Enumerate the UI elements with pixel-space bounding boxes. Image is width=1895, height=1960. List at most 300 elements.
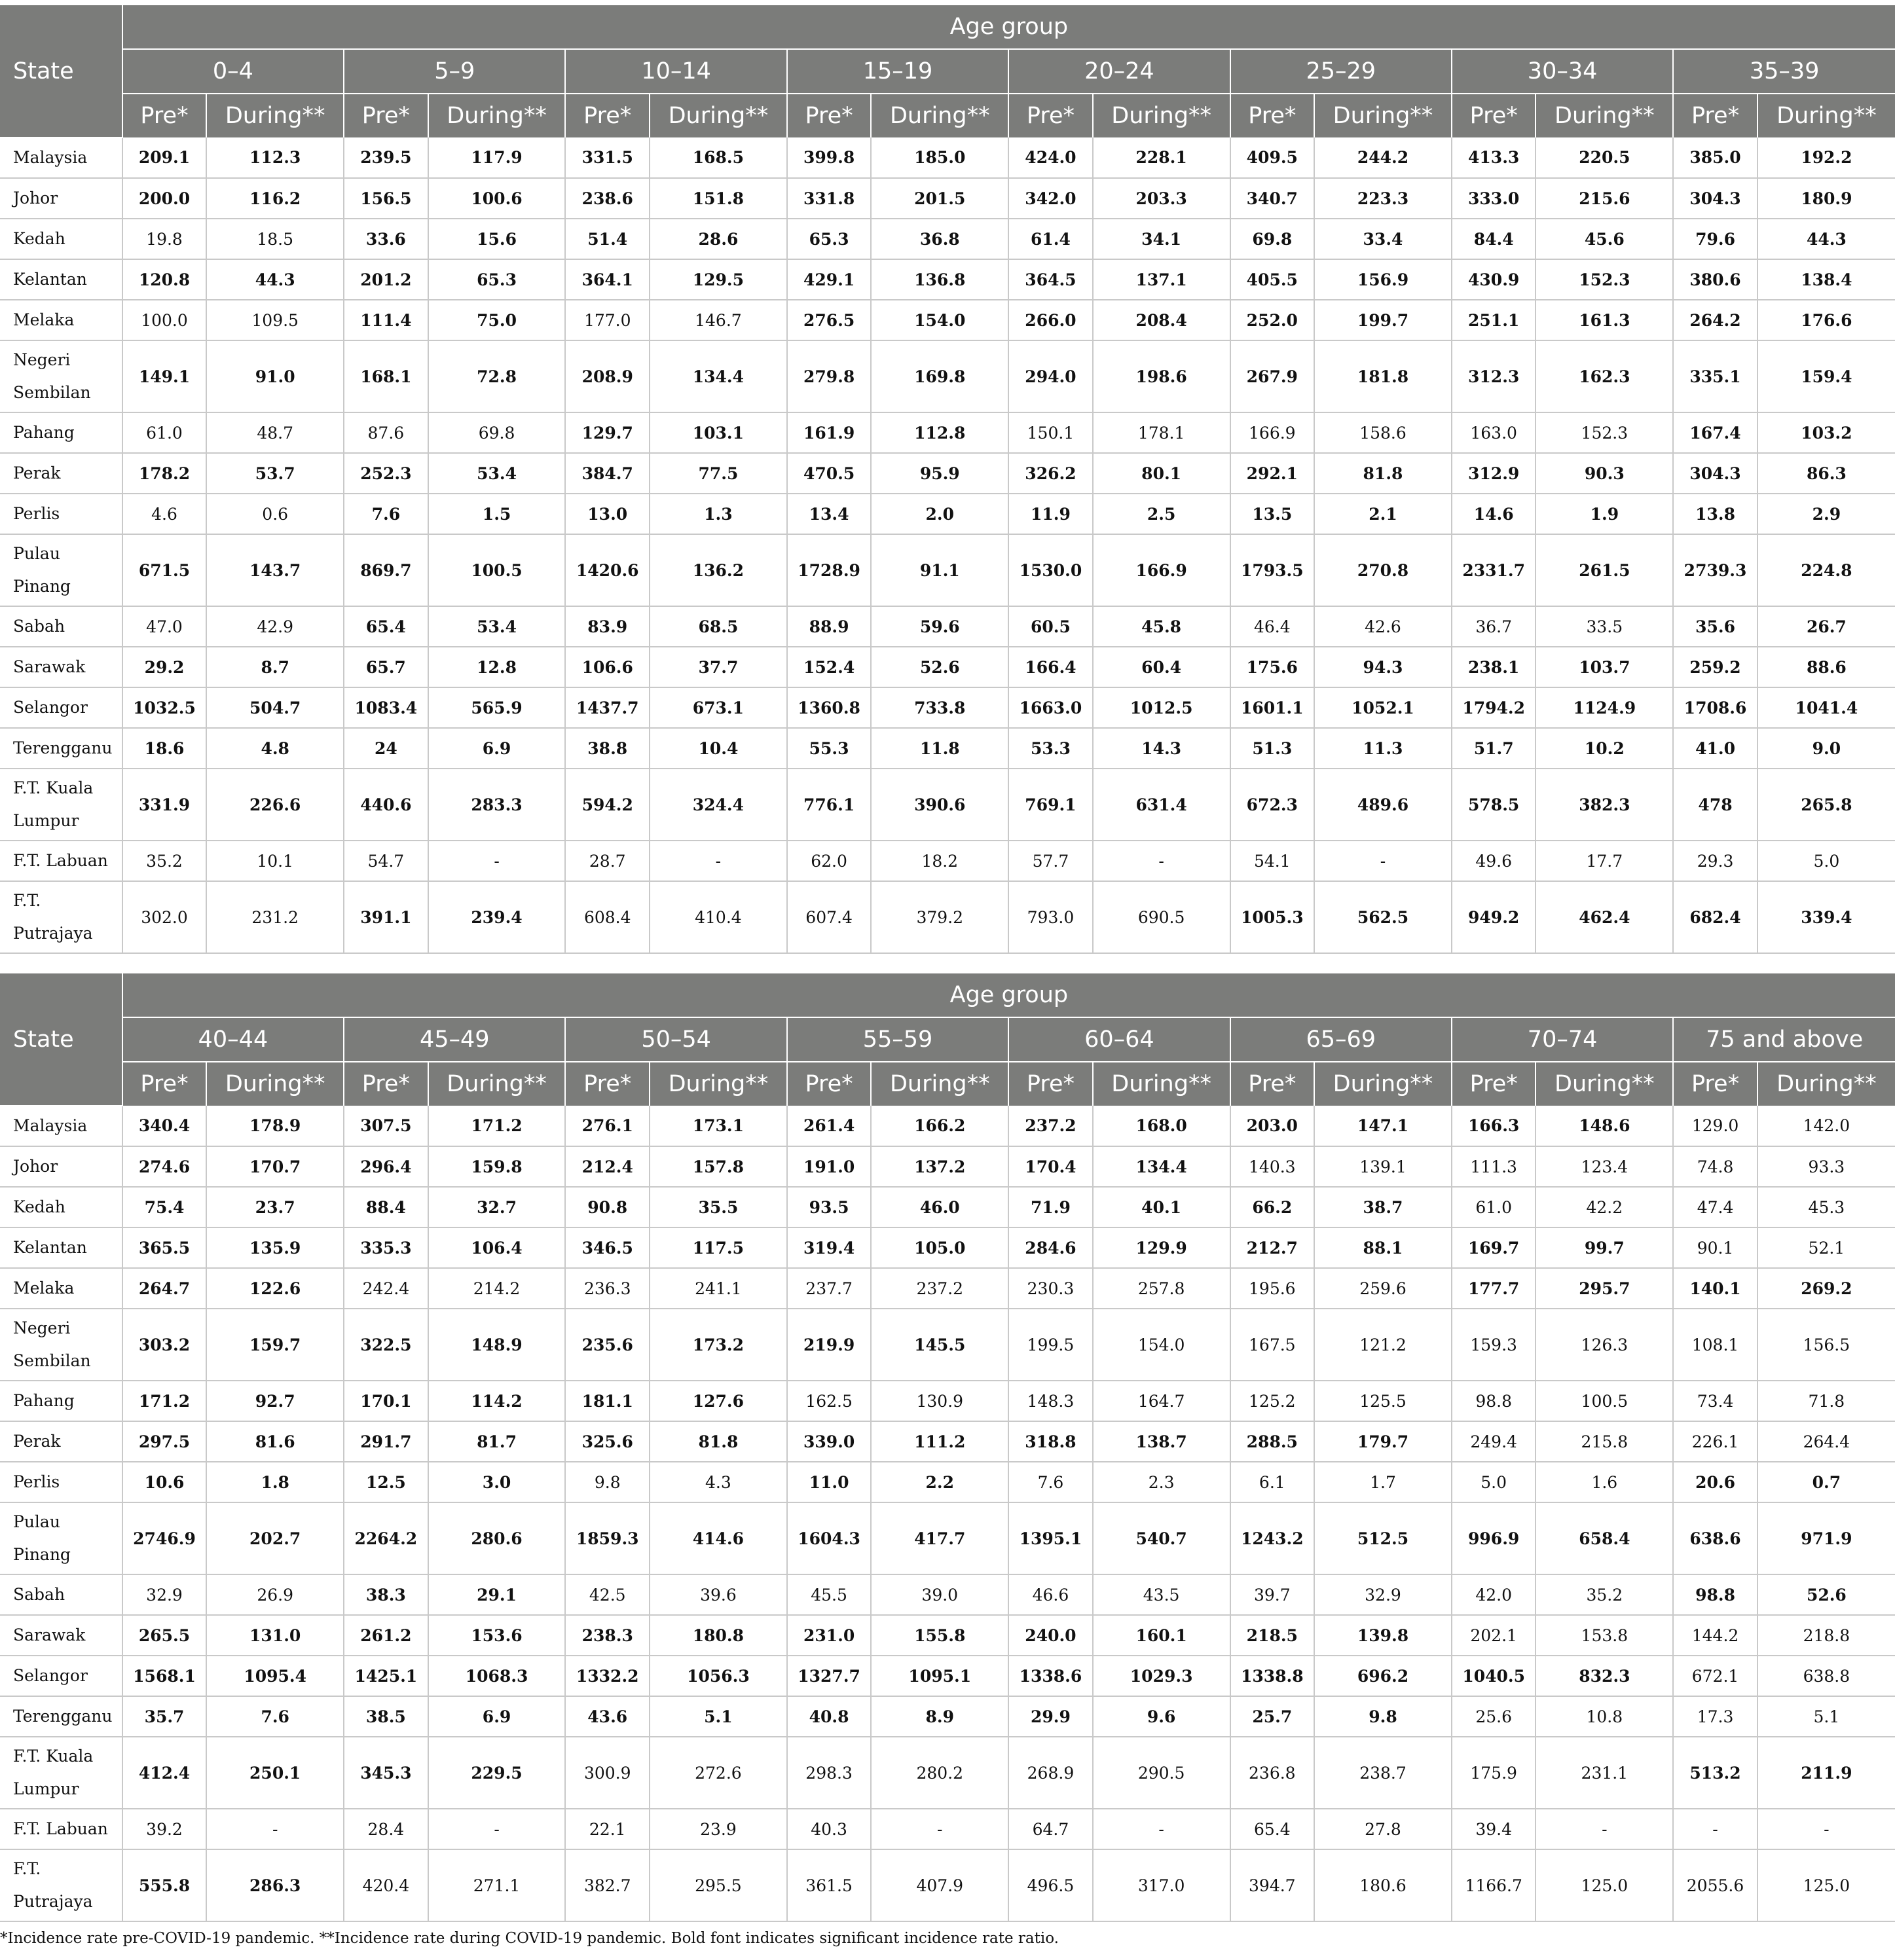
state-name: Kelantan: [0, 1227, 122, 1268]
during-rate-cell: 562.5: [1314, 881, 1452, 953]
state-name: Sabah: [0, 1574, 122, 1615]
pre-rate-cell: 170.1: [344, 1381, 428, 1421]
during-column-header: During**: [650, 94, 787, 137]
during-rate-cell: 53.4: [428, 606, 566, 647]
during-rate-cell: 5.1: [1757, 1696, 1895, 1737]
during-rate-cell: 26.9: [206, 1574, 344, 1615]
pre-rate-cell: 125.2: [1230, 1381, 1315, 1421]
during-rate-cell: 121.2: [1314, 1309, 1452, 1381]
pre-rate-cell: 38.8: [565, 728, 650, 769]
pre-rate-cell: 382.7: [565, 1849, 650, 1921]
pre-rate-cell: 22.1: [565, 1809, 650, 1849]
pre-rate-cell: 478: [1673, 769, 1757, 841]
during-rate-cell: 122.6: [206, 1268, 344, 1309]
during-rate-cell: 180.6: [1314, 1849, 1452, 1921]
pre-rate-cell: 252.3: [344, 453, 428, 494]
pre-rate-cell: 1794.2: [1452, 687, 1536, 728]
pre-column-header: Pre*: [1230, 94, 1315, 137]
during-column-header: During**: [871, 94, 1008, 137]
table-row: [0, 728, 1895, 769]
pre-rate-cell: 578.5: [1452, 769, 1536, 841]
during-rate-cell: 88.1: [1314, 1227, 1452, 1268]
during-rate-cell: 540.7: [1093, 1502, 1230, 1574]
during-rate-cell: 226.6: [206, 769, 344, 841]
during-rate-cell: 10.1: [206, 841, 344, 881]
during-rate-cell: 29.1: [428, 1574, 566, 1615]
during-rate-cell: 1.5: [428, 494, 566, 534]
pre-rate-cell: 1338.8: [1230, 1656, 1315, 1696]
table-row: [0, 606, 1895, 647]
during-rate-cell: 1012.5: [1093, 687, 1230, 728]
during-rate-cell: 127.6: [650, 1381, 787, 1421]
pre-column-header: Pre*: [565, 1062, 650, 1106]
during-rate-cell: 4.8: [206, 728, 344, 769]
during-rate-cell: 129.5: [650, 259, 787, 300]
during-rate-cell: -: [1093, 1809, 1230, 1849]
during-rate-cell: 690.5: [1093, 881, 1230, 953]
pre-rate-cell: 7.6: [1008, 1462, 1093, 1502]
state-name: Perlis: [0, 494, 122, 534]
during-rate-cell: 81.8: [650, 1421, 787, 1462]
during-column-header: During**: [1536, 1062, 1673, 1106]
pre-rate-cell: 769.1: [1008, 769, 1093, 841]
pre-rate-cell: 298.3: [787, 1737, 872, 1809]
pre-rate-cell: 47.4: [1673, 1187, 1757, 1227]
pre-rate-cell: 41.0: [1673, 728, 1757, 769]
during-rate-cell: 220.5: [1536, 137, 1673, 178]
pre-rate-cell: 513.2: [1673, 1737, 1757, 1809]
state-column-header: State: [0, 5, 122, 137]
pre-rate-cell: 1568.1: [122, 1656, 207, 1696]
state-name: Johor: [0, 1146, 122, 1187]
pre-column-header: Pre*: [122, 1062, 207, 1106]
pre-rate-cell: 171.2: [122, 1381, 207, 1421]
pre-rate-cell: 46.4: [1230, 606, 1315, 647]
pre-rate-cell: 129.0: [1673, 1106, 1757, 1146]
pre-rate-cell: 79.6: [1673, 219, 1757, 259]
during-rate-cell: 146.7: [650, 300, 787, 340]
during-rate-cell: 192.2: [1757, 137, 1895, 178]
pre-rate-cell: 170.4: [1008, 1146, 1093, 1187]
during-rate-cell: 382.3: [1536, 769, 1673, 841]
table-row: [0, 841, 1895, 881]
during-rate-cell: 154.0: [871, 300, 1008, 340]
state-name: Kedah: [0, 219, 122, 259]
pre-rate-cell: 307.5: [344, 1106, 428, 1146]
during-rate-cell: 696.2: [1314, 1656, 1452, 1696]
pre-rate-cell: 32.9: [122, 1574, 207, 1615]
pre-rate-cell: 238.1: [1452, 647, 1536, 687]
during-rate-cell: 10.8: [1536, 1696, 1673, 1737]
pre-rate-cell: 199.5: [1008, 1309, 1093, 1381]
state-name: Negeri Sembilan: [0, 1309, 122, 1381]
pre-rate-cell: 219.9: [787, 1309, 872, 1381]
during-rate-cell: 295.5: [650, 1849, 787, 1921]
during-rate-cell: 123.4: [1536, 1146, 1673, 1187]
during-rate-cell: 238.7: [1314, 1737, 1452, 1809]
during-rate-cell: 95.9: [871, 453, 1008, 494]
during-rate-cell: 81.8: [1314, 453, 1452, 494]
during-rate-cell: 45.8: [1093, 606, 1230, 647]
pre-rate-cell: 384.7: [565, 453, 650, 494]
during-rate-cell: 489.6: [1314, 769, 1452, 841]
during-rate-cell: 151.8: [650, 178, 787, 219]
pre-rate-cell: 39.2: [122, 1809, 207, 1849]
pre-rate-cell: 29.9: [1008, 1696, 1093, 1737]
during-rate-cell: 91.1: [871, 534, 1008, 606]
pre-column-header: Pre*: [1452, 94, 1536, 137]
age-group-label: 65–69: [1230, 1017, 1452, 1062]
pre-rate-cell: 175.6: [1230, 647, 1315, 687]
pre-rate-cell: 11.9: [1008, 494, 1093, 534]
during-rate-cell: 241.1: [650, 1268, 787, 1309]
during-rate-cell: 1.6: [1536, 1462, 1673, 1502]
during-rate-cell: 32.9: [1314, 1574, 1452, 1615]
during-rate-cell: 1052.1: [1314, 687, 1452, 728]
pre-rate-cell: 5.0: [1452, 1462, 1536, 1502]
table-row: [0, 1737, 1895, 1809]
during-rate-cell: 28.6: [650, 219, 787, 259]
state-name: Perlis: [0, 1462, 122, 1502]
age-group-label: 50–54: [565, 1017, 786, 1062]
pre-rate-cell: 238.6: [565, 178, 650, 219]
pre-rate-cell: 470.5: [787, 453, 872, 494]
during-rate-cell: 971.9: [1757, 1502, 1895, 1574]
during-rate-cell: 139.1: [1314, 1146, 1452, 1187]
during-rate-cell: 173.2: [650, 1309, 787, 1381]
during-rate-cell: 48.7: [206, 412, 344, 453]
during-rate-cell: 239.4: [428, 881, 566, 953]
table-row: [0, 1421, 1895, 1462]
pre-rate-cell: 268.9: [1008, 1737, 1093, 1809]
during-rate-cell: 12.8: [428, 647, 566, 687]
age-group-label: 40–44: [122, 1017, 344, 1062]
during-rate-cell: -: [650, 841, 787, 881]
pre-rate-cell: 45.5: [787, 1574, 872, 1615]
pre-rate-cell: 996.9: [1452, 1502, 1536, 1574]
pre-rate-cell: 2055.6: [1673, 1849, 1757, 1921]
state-name: Melaka: [0, 1268, 122, 1309]
pre-rate-cell: 342.0: [1008, 178, 1093, 219]
during-rate-cell: 1095.1: [871, 1656, 1008, 1696]
pre-rate-cell: 64.7: [1008, 1809, 1093, 1849]
pre-rate-cell: 200.0: [122, 178, 207, 219]
pre-rate-cell: 73.4: [1673, 1381, 1757, 1421]
during-rate-cell: 224.8: [1757, 534, 1895, 606]
state-name: F.T. Labuan: [0, 841, 122, 881]
pre-rate-cell: 226.1: [1673, 1421, 1757, 1462]
pre-rate-cell: 1327.7: [787, 1656, 872, 1696]
pre-rate-cell: 13.8: [1673, 494, 1757, 534]
during-rate-cell: 99.7: [1536, 1227, 1673, 1268]
during-rate-cell: 153.8: [1536, 1615, 1673, 1656]
during-column-header: During**: [1093, 1062, 1230, 1106]
pre-rate-cell: 1530.0: [1008, 534, 1093, 606]
pre-rate-cell: 65.4: [1230, 1809, 1315, 1849]
pre-rate-cell: -: [1673, 1809, 1757, 1849]
pre-rate-cell: 276.1: [565, 1106, 650, 1146]
during-rate-cell: 105.0: [871, 1227, 1008, 1268]
pre-rate-cell: 98.8: [1673, 1574, 1757, 1615]
pre-rate-cell: 236.3: [565, 1268, 650, 1309]
pre-rate-cell: 671.5: [122, 534, 207, 606]
pre-rate-cell: 40.3: [787, 1809, 872, 1849]
pre-rate-cell: 195.6: [1230, 1268, 1315, 1309]
pre-rate-cell: 35.7: [122, 1696, 207, 1737]
pre-rate-cell: 106.6: [565, 647, 650, 687]
pre-rate-cell: 380.6: [1673, 259, 1757, 300]
pre-rate-cell: 231.0: [787, 1615, 872, 1656]
during-rate-cell: 6.9: [428, 728, 566, 769]
pre-column-header: Pre*: [344, 1062, 428, 1106]
pre-column-header: Pre*: [565, 94, 650, 137]
pre-rate-cell: 333.0: [1452, 178, 1536, 219]
table-row: [0, 1849, 1895, 1921]
pre-rate-cell: 203.0: [1230, 1106, 1315, 1146]
pre-rate-cell: 420.4: [344, 1849, 428, 1921]
pre-rate-cell: 168.1: [344, 340, 428, 412]
during-rate-cell: 134.4: [1093, 1146, 1230, 1187]
table-row: [0, 1146, 1895, 1187]
incidence-table-ages-0-39: [0, 5, 1895, 954]
table-row: [0, 1615, 1895, 1656]
during-rate-cell: 228.1: [1093, 137, 1230, 178]
pre-rate-cell: 169.7: [1452, 1227, 1536, 1268]
during-rate-cell: 8.9: [871, 1696, 1008, 1737]
pre-rate-cell: 54.1: [1230, 841, 1315, 881]
pre-rate-cell: 167.5: [1230, 1309, 1315, 1381]
pre-rate-cell: 264.7: [122, 1268, 207, 1309]
state-name: Johor: [0, 178, 122, 219]
pre-rate-cell: 120.8: [122, 259, 207, 300]
pre-rate-cell: 682.4: [1673, 881, 1757, 953]
state-name: Malaysia: [0, 137, 122, 178]
pre-rate-cell: 331.5: [565, 137, 650, 178]
pre-rate-cell: 90.1: [1673, 1227, 1757, 1268]
pre-rate-cell: 40.8: [787, 1696, 872, 1737]
during-rate-cell: 125.0: [1536, 1849, 1673, 1921]
pre-rate-cell: 39.4: [1452, 1809, 1536, 1849]
pre-rate-cell: 6.1: [1230, 1462, 1315, 1502]
during-rate-cell: 638.8: [1757, 1656, 1895, 1696]
pre-rate-cell: 144.2: [1673, 1615, 1757, 1656]
pre-rate-cell: 274.6: [122, 1146, 207, 1187]
during-rate-cell: 92.7: [206, 1381, 344, 1421]
pre-rate-cell: 29.2: [122, 647, 207, 687]
during-rate-cell: 180.8: [650, 1615, 787, 1656]
during-rate-cell: 136.2: [650, 534, 787, 606]
pre-rate-cell: 304.3: [1673, 453, 1757, 494]
pre-rate-cell: 11.0: [787, 1462, 872, 1502]
during-rate-cell: 2.5: [1093, 494, 1230, 534]
pre-rate-cell: 608.4: [565, 881, 650, 953]
during-rate-cell: 832.3: [1536, 1656, 1673, 1696]
pre-rate-cell: 365.5: [122, 1227, 207, 1268]
pre-rate-cell: 266.0: [1008, 300, 1093, 340]
pre-rate-cell: 83.9: [565, 606, 650, 647]
pre-rate-cell: 385.0: [1673, 137, 1757, 178]
during-rate-cell: 154.0: [1093, 1309, 1230, 1381]
during-rate-cell: 100.5: [1536, 1381, 1673, 1421]
pre-rate-cell: 69.8: [1230, 219, 1315, 259]
pre-rate-cell: 607.4: [787, 881, 872, 953]
pre-rate-cell: 312.3: [1452, 340, 1536, 412]
pre-rate-cell: 297.5: [122, 1421, 207, 1462]
pre-rate-cell: 1243.2: [1230, 1502, 1315, 1574]
during-rate-cell: 272.6: [650, 1737, 787, 1809]
during-rate-cell: 159.8: [428, 1146, 566, 1187]
during-column-header: During**: [206, 94, 344, 137]
pre-rate-cell: 1083.4: [344, 687, 428, 728]
age-group-label: 75 and above: [1673, 1017, 1895, 1062]
pre-rate-cell: 440.6: [344, 769, 428, 841]
pre-rate-cell: 672.3: [1230, 769, 1315, 841]
pre-rate-cell: 65.3: [787, 219, 872, 259]
table-row: [0, 687, 1895, 728]
during-rate-cell: 178.1: [1093, 412, 1230, 453]
age-group-label: 55–59: [787, 1017, 1008, 1062]
during-rate-cell: 9.6: [1093, 1696, 1230, 1737]
during-rate-cell: 8.7: [206, 647, 344, 687]
during-rate-cell: 504.7: [206, 687, 344, 728]
during-rate-cell: 512.5: [1314, 1502, 1452, 1574]
during-rate-cell: 44.3: [206, 259, 344, 300]
during-rate-cell: 17.7: [1536, 841, 1673, 881]
during-rate-cell: 414.6: [650, 1502, 787, 1574]
pre-rate-cell: 1425.1: [344, 1656, 428, 1696]
during-rate-cell: 39.6: [650, 1574, 787, 1615]
state-name: Perak: [0, 1421, 122, 1462]
during-rate-cell: 156.5: [1757, 1309, 1895, 1381]
during-rate-cell: 379.2: [871, 881, 1008, 953]
during-rate-cell: 162.3: [1536, 340, 1673, 412]
during-rate-cell: 109.5: [206, 300, 344, 340]
during-rate-cell: 1.7: [1314, 1462, 1452, 1502]
during-rate-cell: 145.5: [871, 1309, 1008, 1381]
pre-rate-cell: 54.7: [344, 841, 428, 881]
during-rate-cell: 1.3: [650, 494, 787, 534]
during-rate-cell: 148.6: [1536, 1106, 1673, 1146]
pre-rate-cell: 399.8: [787, 137, 872, 178]
during-column-header: During**: [871, 1062, 1008, 1106]
state-name: F.T. Kuala Lumpur: [0, 769, 122, 841]
pre-rate-cell: 394.7: [1230, 1849, 1315, 1921]
during-rate-cell: 215.6: [1536, 178, 1673, 219]
during-rate-cell: 138.7: [1093, 1421, 1230, 1462]
pre-rate-cell: 46.6: [1008, 1574, 1093, 1615]
during-column-header: During**: [650, 1062, 787, 1106]
pre-rate-cell: 251.1: [1452, 300, 1536, 340]
during-rate-cell: 37.7: [650, 647, 787, 687]
during-column-header: During**: [1536, 94, 1673, 137]
pre-rate-cell: 949.2: [1452, 881, 1536, 953]
pre-rate-cell: 430.9: [1452, 259, 1536, 300]
pre-rate-cell: 291.7: [344, 1421, 428, 1462]
during-rate-cell: 264.4: [1757, 1421, 1895, 1462]
during-rate-cell: 131.0: [206, 1615, 344, 1656]
pre-rate-cell: 340.4: [122, 1106, 207, 1146]
during-rate-cell: 9.0: [1757, 728, 1895, 769]
pre-column-header: Pre*: [344, 94, 428, 137]
during-rate-cell: 72.8: [428, 340, 566, 412]
pre-rate-cell: 29.3: [1673, 841, 1757, 881]
pre-rate-cell: 1005.3: [1230, 881, 1315, 953]
during-rate-cell: 94.3: [1314, 647, 1452, 687]
during-rate-cell: 138.4: [1757, 259, 1895, 300]
during-rate-cell: 18.5: [206, 219, 344, 259]
during-rate-cell: 202.7: [206, 1502, 344, 1574]
pre-rate-cell: 88.9: [787, 606, 872, 647]
during-rate-cell: 143.7: [206, 534, 344, 606]
state-name: Selangor: [0, 1656, 122, 1696]
table-row: [0, 1227, 1895, 1268]
pre-rate-cell: 212.4: [565, 1146, 650, 1187]
during-rate-cell: -: [206, 1809, 344, 1849]
table-row: [0, 1268, 1895, 1309]
table-row: [0, 1187, 1895, 1227]
pre-rate-cell: 61.4: [1008, 219, 1093, 259]
pre-rate-cell: 302.0: [122, 881, 207, 953]
table-row: [0, 534, 1895, 606]
pre-column-header: Pre*: [1230, 1062, 1315, 1106]
pre-rate-cell: 100.0: [122, 300, 207, 340]
during-rate-cell: 160.1: [1093, 1615, 1230, 1656]
pre-rate-cell: 364.1: [565, 259, 650, 300]
during-rate-cell: 201.5: [871, 178, 1008, 219]
pre-rate-cell: 25.6: [1452, 1696, 1536, 1737]
during-rate-cell: 42.6: [1314, 606, 1452, 647]
during-rate-cell: 23.7: [206, 1187, 344, 1227]
pre-rate-cell: 209.1: [122, 137, 207, 178]
during-rate-cell: 116.2: [206, 178, 344, 219]
table-row: [0, 1462, 1895, 1502]
pre-rate-cell: 2331.7: [1452, 534, 1536, 606]
pre-rate-cell: 51.4: [565, 219, 650, 259]
during-column-header: During**: [1314, 94, 1452, 137]
table-row: [0, 1574, 1895, 1615]
table-row: [0, 300, 1895, 340]
during-rate-cell: 81.7: [428, 1421, 566, 1462]
during-rate-cell: 159.7: [206, 1309, 344, 1381]
pre-rate-cell: 261.4: [787, 1106, 872, 1146]
pre-rate-cell: 140.3: [1230, 1146, 1315, 1187]
during-rate-cell: 100.5: [428, 534, 566, 606]
during-rate-cell: 259.6: [1314, 1268, 1452, 1309]
during-rate-cell: 90.3: [1536, 453, 1673, 494]
during-rate-cell: 631.4: [1093, 769, 1230, 841]
table-row: [0, 881, 1895, 953]
pre-rate-cell: 167.4: [1673, 412, 1757, 453]
during-rate-cell: 65.3: [428, 259, 566, 300]
during-rate-cell: 148.9: [428, 1309, 566, 1381]
pre-rate-cell: 201.2: [344, 259, 428, 300]
during-rate-cell: 198.6: [1093, 340, 1230, 412]
pre-rate-cell: 14.6: [1452, 494, 1536, 534]
during-rate-cell: 185.0: [871, 137, 1008, 178]
age-group-label: 30–34: [1452, 49, 1673, 94]
pre-rate-cell: 42.0: [1452, 1574, 1536, 1615]
during-rate-cell: 137.1: [1093, 259, 1230, 300]
during-rate-cell: 45.6: [1536, 219, 1673, 259]
state-name: Kelantan: [0, 259, 122, 300]
pre-rate-cell: 148.3: [1008, 1381, 1093, 1421]
pre-rate-cell: 163.0: [1452, 412, 1536, 453]
pre-rate-cell: 18.6: [122, 728, 207, 769]
pre-rate-cell: 284.6: [1008, 1227, 1093, 1268]
pre-rate-cell: 1360.8: [787, 687, 872, 728]
pre-rate-cell: 1708.6: [1673, 687, 1757, 728]
pre-rate-cell: 326.2: [1008, 453, 1093, 494]
